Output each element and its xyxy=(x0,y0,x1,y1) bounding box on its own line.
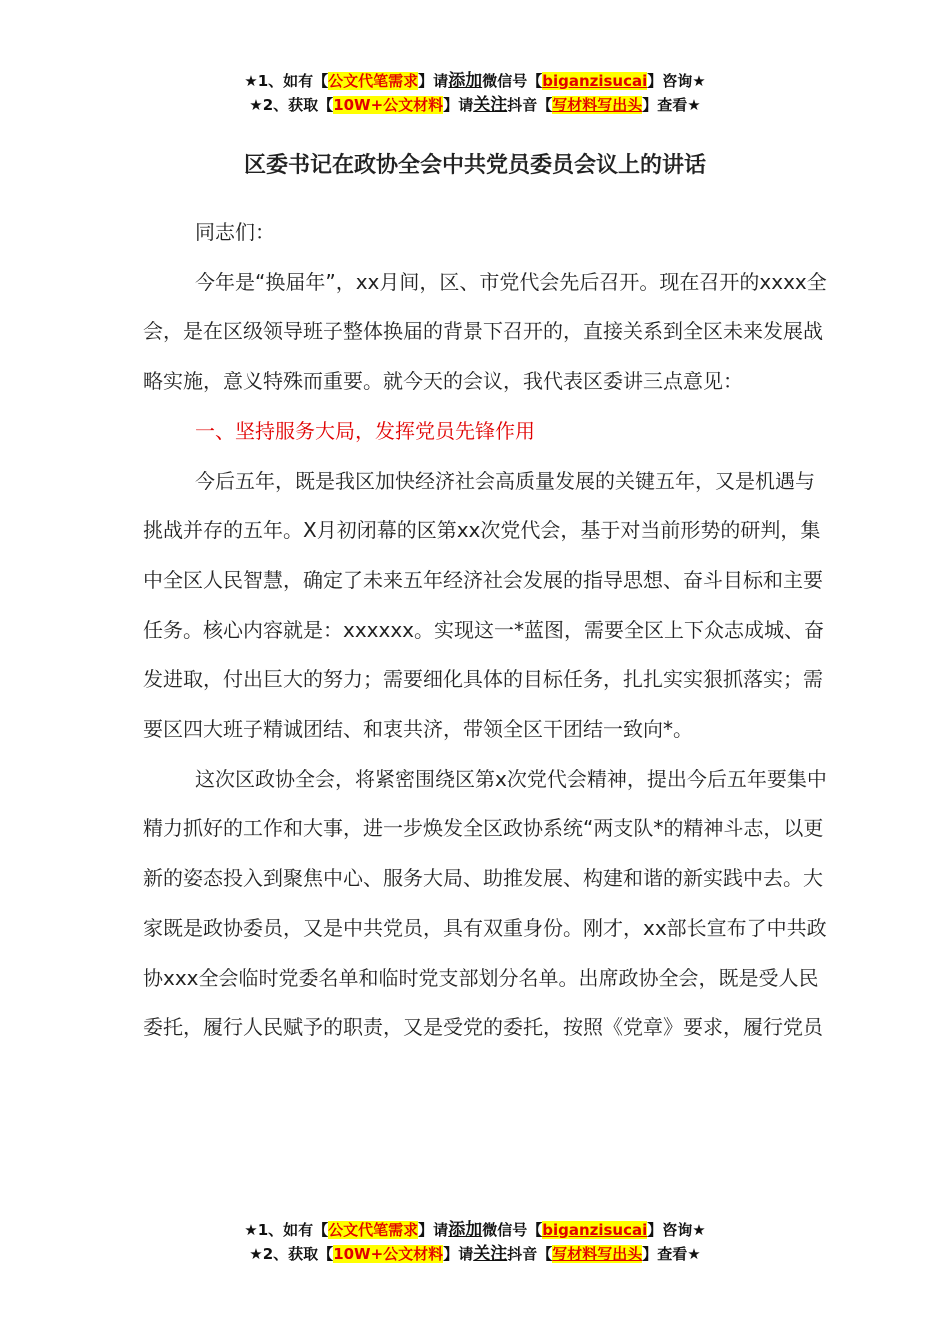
promo-banner-top xyxy=(0,69,950,117)
document-body xyxy=(143,208,833,1053)
section-heading: 一、坚持服务大局，发挥党员先锋作用 xyxy=(195,418,535,443)
promo-line-1: ★1、如有【公文代笔需求】请添加微信号【biganzisucai】咨询★ xyxy=(244,1220,706,1240)
promo-banner-bottom xyxy=(0,1218,950,1266)
promo-line-1: ★1、如有【公文代笔需求】请添加微信号【biganzisucai】咨询★ xyxy=(244,71,706,91)
promo-line-2: ★2、获取【10W+公文材料】请关注抖音【写材料写出头】查看★ xyxy=(249,1244,701,1264)
document-title: 区委书记在政协全会中共党员委员会议上的讲话 xyxy=(243,153,706,178)
promo-line-2: ★2、获取【10W+公文材料】请关注抖音【写材料写出头】查看★ xyxy=(249,95,701,115)
paragraph: 这次区政协全会，将紧密围绕区第x次党代会精神，提出今后五年要集中精力抓好的工作和大事，进一步焕发全区政协系统“两支队*的精神斗志，以更新的姿态投入到聚焦中心、服务大局、助推发展、构建和谐的新实践中去。大家既是政协委员，又是中共党员，具有双重身份。刚才，xx部长宣布了中共政协xxx全会临时党委名单和临时党支部划分名单。出席政协全会，既是受人民委托，履行人民赋予的职责，又是受党的委托，按照《党章》要求，履行党员 xyxy=(143,766,827,1040)
paragraph: 今后五年，既是我区加快经济社会高质量发展的关键五年，又是机遇与挑战并存的五年。X月初闭幕的区第xx次党代会，基于对当前形势的研判，集中全区人民智慧，确定了未来五年经济社会发展的指导思想、奋斗目标和主要任务。核心内容就是：xxxxxx。实现这一*蓝图，需要全区上下众志成城、奋发进取，付出巨大的努力；需要细化具体的目标任务，扎扎实实狠抓落实；需要区四大班子精诚团结、和衷共济，带领全区干团结一致向*。 xyxy=(143,468,825,742)
paragraph: 今年是“换届年”，xx月间，区、市党代会先后召开。现在召开的xxxx全会，是在区级领导班子整体换届的背景下召开的，直接关系到全区未来发展战略实施，意义特殊而重要。就今天的会议，我代表区委讲三点意见： xyxy=(143,269,827,394)
salutation: 同志们： xyxy=(195,220,275,244)
